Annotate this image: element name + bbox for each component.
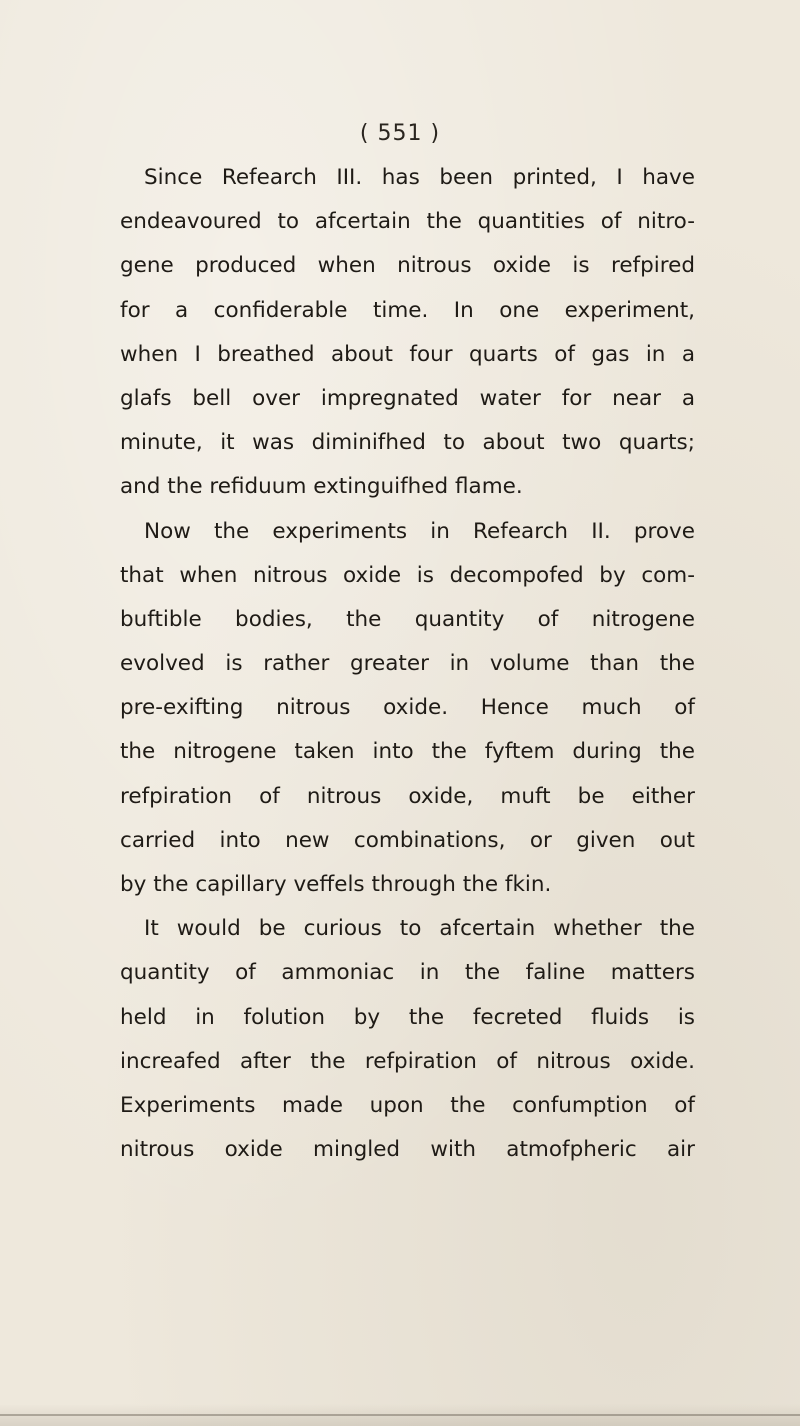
text-line: held in folution by the fecreted fluids is: [120, 1004, 695, 1030]
text-line: quantity of ammoniac in the faline matters: [120, 960, 695, 986]
text-line: the nitrogene taken into the fyftem during the: [120, 739, 695, 765]
text-line: glafs bell over impregnated water for near a: [120, 385, 695, 411]
text-line: evolved is rather greater in volume than the: [120, 651, 695, 677]
text-line: and the refiduum extinguifhed flame.: [120, 474, 523, 500]
text-line: refpiration of nitrous oxide, muft be either: [120, 783, 695, 809]
text-line: nitrous oxide mingled with atmofpheric air: [120, 1137, 695, 1163]
text-line: buftible bodies, the quantity of nitrogene: [120, 606, 695, 632]
page-number: ( 551 ): [359, 121, 441, 146]
text-line: Now the experiments in Refearch II. prove: [144, 518, 695, 544]
text-line: Since Refearch III. has been printed, I have: [144, 165, 695, 190]
text-line: by the capillary veffels through the fkin.: [120, 872, 552, 897]
text-line: It would be curious to afcertain whether the: [144, 916, 695, 942]
body-text: [120, 156, 695, 1172]
text-line: when I breathed about four quarts of gas in a: [120, 341, 695, 367]
text-line: gene produced when nitrous oxide is refpired: [120, 253, 695, 279]
text-line: endeavoured to afcertain the quantities of nitro-: [120, 209, 695, 235]
text-line: pre-exifting nitrous oxide. Hence much of: [120, 695, 695, 721]
text-line: for a confiderable time. In one experiment,: [120, 297, 695, 323]
text-line: minute, it was diminifhed to about two quarts;: [120, 430, 695, 456]
text-line: increafed after the refpiration of nitrous oxide.: [120, 1048, 695, 1074]
text-line: that when nitrous oxide is decompofed by com-: [120, 562, 695, 588]
text-line: carried into new combinations, or given out: [120, 827, 695, 853]
text-line: Experiments made upon the confumption of: [120, 1092, 695, 1118]
scan-edge-line: [0, 1414, 800, 1416]
